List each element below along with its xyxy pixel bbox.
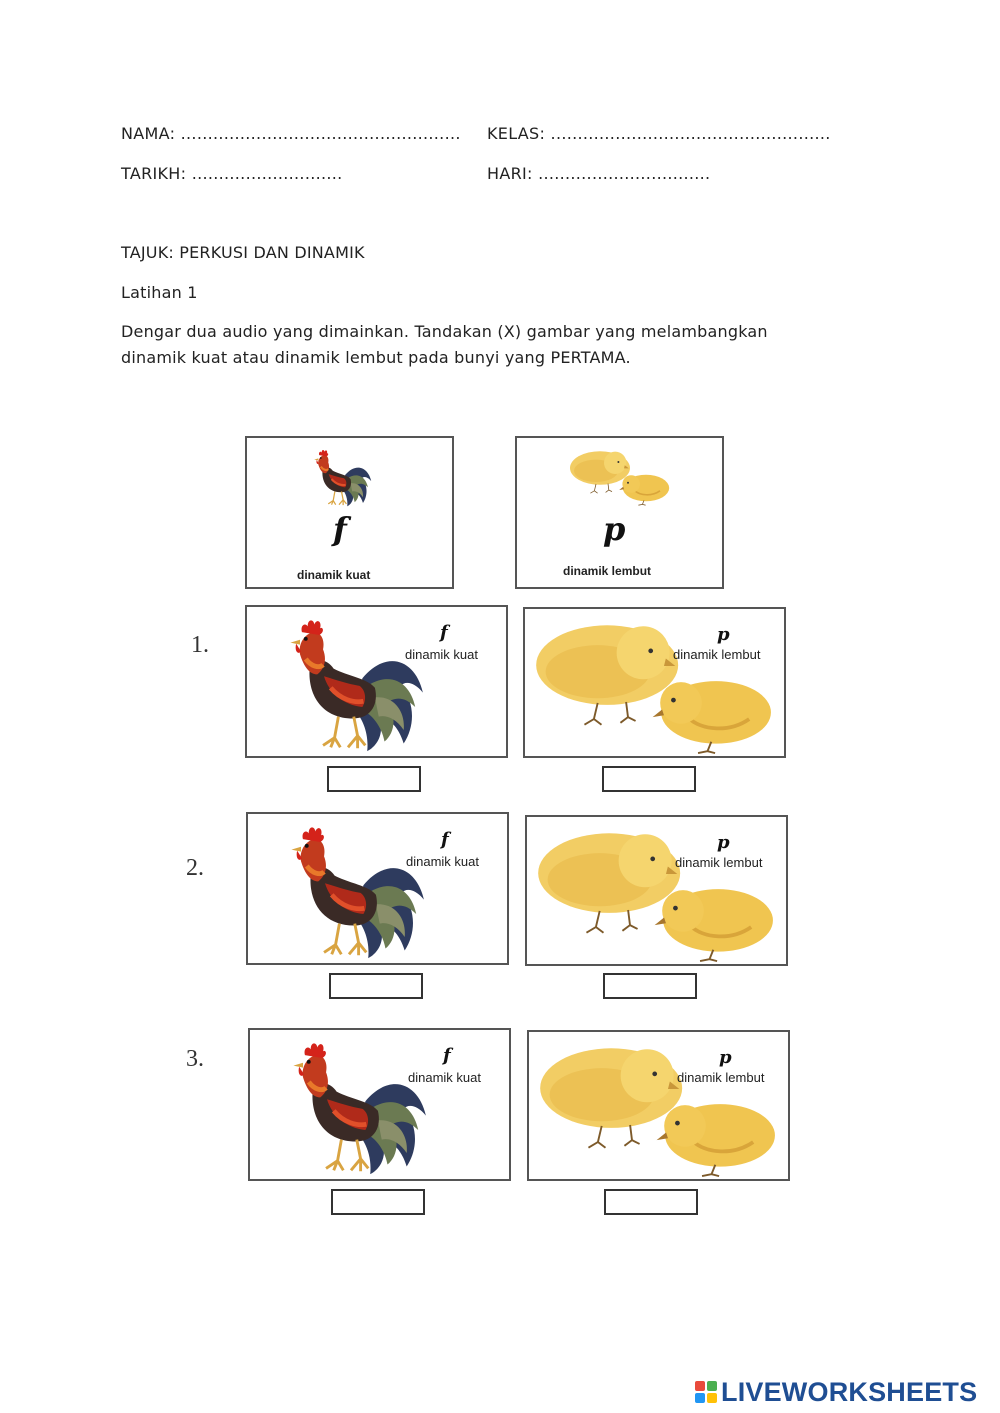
question-number: 2. (186, 855, 204, 881)
loud-label: dinamik kuat (405, 647, 478, 662)
question-number: 3. (186, 1046, 204, 1072)
answer-box-loud-3[interactable] (331, 1189, 425, 1215)
forte-symbol: f (440, 622, 448, 643)
logo-grid-icon (695, 1381, 717, 1403)
loud-label: dinamik kuat (406, 854, 479, 869)
forte-symbol: f (441, 829, 449, 850)
chick-icon (527, 613, 782, 755)
answer-box-soft-1[interactable] (602, 766, 696, 792)
answer-box-loud-1[interactable] (327, 766, 421, 792)
option-soft-1[interactable] (523, 607, 786, 758)
loud-label: dinamik kuat (408, 1070, 481, 1085)
soft-label: dinamik lembut (677, 1070, 765, 1085)
nama-field[interactable]: NAMA: .................................................... (121, 124, 461, 143)
option-loud-2[interactable] (246, 812, 509, 965)
option-loud-1[interactable] (245, 605, 508, 758)
legend-card-loud (245, 436, 454, 589)
rooster-icon (265, 611, 431, 755)
instruction-line-1: Dengar dua audio yang dimainkan. Tandakan (X) gambar yang melambangkan (121, 322, 768, 341)
kelas-field[interactable]: KELAS: .................................................... (487, 124, 831, 143)
tarikh-field[interactable]: TARIKH: ............................ (121, 164, 343, 183)
forte-symbol: f (333, 510, 347, 548)
option-loud-3[interactable] (248, 1028, 511, 1181)
chick-icon (567, 446, 673, 506)
forte-symbol: f (443, 1045, 451, 1066)
answer-box-soft-2[interactable] (603, 973, 697, 999)
legend-card-soft (515, 436, 724, 589)
rooster-icon (266, 818, 432, 962)
option-soft-3[interactable] (527, 1030, 790, 1181)
instruction-line-2: dinamik kuat atau dinamik lembut pada bunyi yang PERTAMA. (121, 348, 631, 367)
chick-icon (529, 821, 784, 963)
hari-field[interactable]: HARI: ................................ (487, 164, 711, 183)
latihan-title: Latihan 1 (121, 283, 198, 302)
chick-icon (531, 1036, 786, 1178)
answer-box-loud-2[interactable] (329, 973, 423, 999)
answer-box-soft-3[interactable] (604, 1189, 698, 1215)
rooster-icon (304, 446, 374, 508)
rooster-icon (268, 1034, 434, 1178)
soft-label: dinamik lembut (673, 647, 761, 662)
question-number: 1. (191, 632, 209, 658)
piano-symbol: p (719, 1047, 732, 1068)
piano-symbol: p (717, 624, 730, 645)
brand-name: LIVEWORKSHEETS (721, 1376, 978, 1407)
tajuk-heading: TAJUK: PERKUSI DAN DINAMIK (121, 243, 365, 262)
legend-label-soft: dinamik lembut (563, 564, 652, 578)
legend-label-loud: dinamik kuat (297, 568, 371, 582)
liveworksheets-logo (695, 1378, 977, 1406)
piano-symbol: p (717, 832, 730, 853)
soft-label: dinamik lembut (675, 855, 763, 870)
piano-symbol: p (603, 510, 626, 548)
option-soft-2[interactable] (525, 815, 788, 966)
